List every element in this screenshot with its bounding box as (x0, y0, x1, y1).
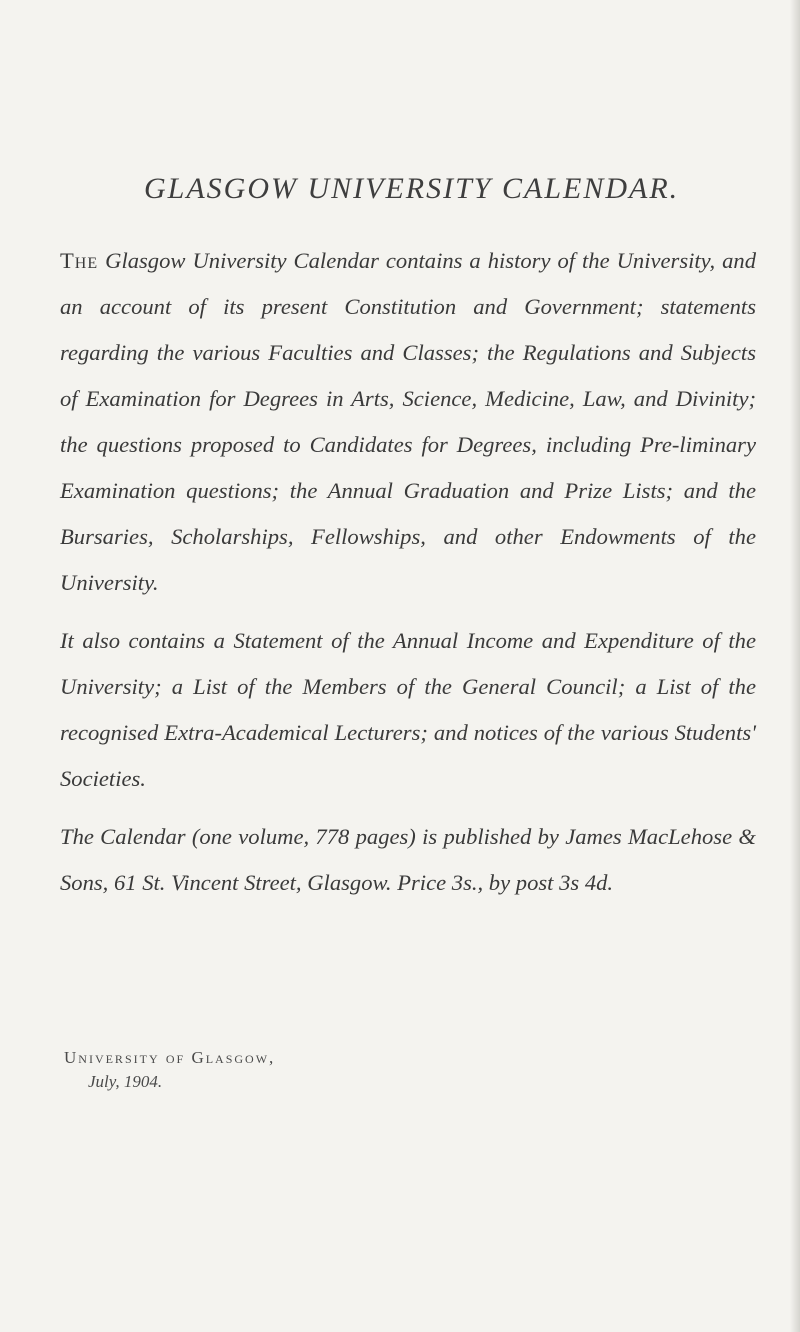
page-title: GLASGOW UNIVERSITY CALENDAR. (144, 172, 680, 205)
signoff-block (64, 1048, 464, 1092)
document-body (60, 238, 756, 906)
paragraph-text: Glasgow University Calendar contains a history of the University, and an account of its present Constitution and Government; statements regarding the various Faculties and Classes; the Regulations and Subjects of Examination for Degrees in Arts, Science, Medicine, Law, and Divinity; the questions proposed to Candidates for Degrees, including Pre-liminary Examination questions; the Annual Graduation and Prize Lists; and the Bursaries, Scholarships, Fellowships, and other Endowments of the University. (60, 248, 756, 595)
signoff-institution: University of Glasgow, (64, 1048, 276, 1067)
paragraph-publication-info (60, 814, 756, 906)
paragraph-lead-word: The (60, 248, 99, 273)
paragraph-calendar-contents (60, 238, 756, 606)
signoff-date: July, 1904. (88, 1072, 163, 1091)
paragraph-text: The Calendar (one volume, 778 pages) is published by James MacLehose & Sons, 61 St. Vincent Street, Glasgow. Price 3s., by post 3s 4d. (60, 824, 756, 895)
paragraph-also-contains (60, 618, 756, 802)
paragraph-text: It also contains a Statement of the Annual Income and Expenditure of the University; a List of the Members of the General Council; a List of the recognised Extra-Academical Lecturers; and notices of the various Students' Societies. (60, 628, 756, 791)
page-edge-shadow (790, 0, 800, 1332)
